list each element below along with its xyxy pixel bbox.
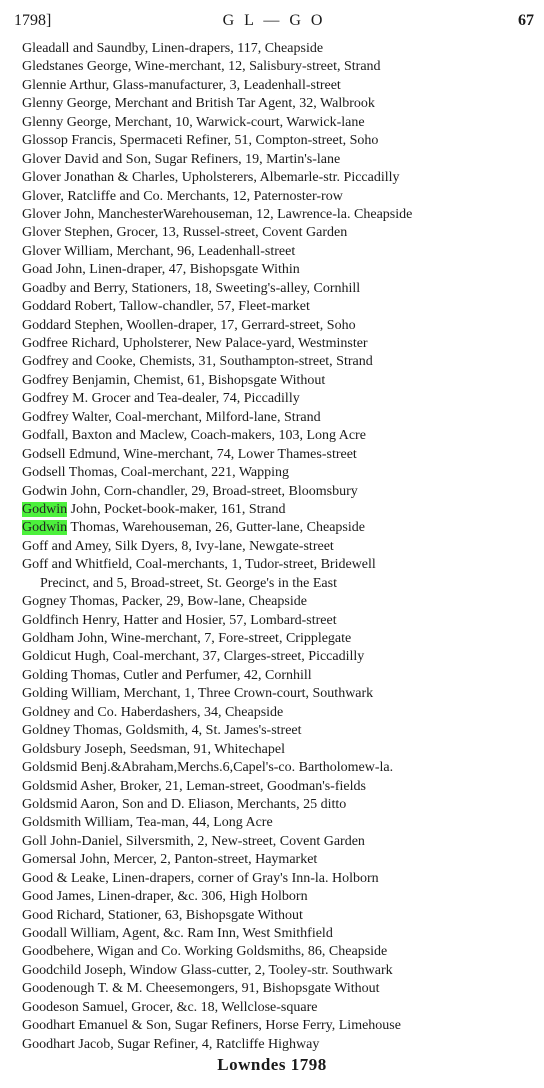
directory-entries: [22, 40, 538, 1054]
entry-text: Thomas, Warehouseman, 26, Gutter-lane, Cheapside: [67, 520, 365, 536]
directory-entry: Godfrey Walter, Coal-merchant, Milford-lane, Strand: [22, 409, 321, 425]
directory-entry: Goldsmid Benj.&Abraham,Merchs.6,Capel's-co. Bartholomew-la.: [22, 760, 394, 776]
directory-entry: Godfall, Baxton and Maclew, Coach-makers, 103, Long Acre: [22, 428, 366, 444]
directory-entry: Glover Jonathan & Charles, Upholsterers, Albemarle-str. Piccadilly: [22, 170, 400, 186]
directory-entry: Godwin John, Corn-chandler, 29, Broad-street, Bloomsbury: [22, 483, 358, 499]
directory-entry: Glover, Ratcliffe and Co. Merchants, 12, Paternoster-row: [22, 188, 343, 204]
directory-entry: Glover Stephen, Grocer, 13, Russel-street, Covent Garden: [22, 225, 348, 241]
directory-entry: Glover John, ManchesterWarehouseman, 12, Lawrence-la. Cheapside: [22, 206, 413, 222]
directory-entry: Goldham John, Wine-merchant, 7, Fore-street, Cripplegate: [22, 631, 352, 646]
header-year: 1798]: [14, 12, 52, 29]
directory-entry: Goodeson Samuel, Grocer, &c. 18, Wellclose-square: [22, 999, 318, 1015]
directory-entry: Glenny George, Merchant and British Tar Agent, 32, Walbrook: [22, 96, 375, 112]
directory-entry: Goldsmid Asher, Broker, 21, Leman-street, Goodman's-fields: [22, 778, 366, 794]
directory-entry: Golding William, Merchant, 1, Three Crown-court, Southwark: [22, 686, 374, 702]
directory-entry: [22, 501, 538, 519]
directory-entry: Golding Thomas, Cutler and Perfumer, 42, Cornhill: [22, 667, 312, 683]
directory-entry: Goldney and Co. Haberdashers, 34, Cheapside: [22, 704, 284, 720]
directory-entry: Goff and Whitfield, Coal-merchants, 1, Tudor-street, Bridewell: [22, 557, 376, 573]
directory-entry: Godsell Edmund, Wine-merchant, 74, Lower Thames-street: [22, 446, 357, 462]
page-header: [14, 12, 534, 36]
directory-entry: Godfrey and Cooke, Chemists, 31, Southampton-street, Strand: [22, 354, 373, 370]
directory-entry: Goldsmid Aaron, Son and D. Eliason, Merchants, 25 ditto: [22, 796, 347, 812]
directory-entry: Goll John-Daniel, Silversmith, 2, New-street, Covent Garden: [22, 833, 365, 849]
directory-entry: Godfree Richard, Upholsterer, New Palace-yard, Westminster: [22, 336, 368, 351]
directory-entry: Godfrey Benjamin, Chemist, 61, Bishopsgate Without: [22, 372, 326, 388]
directory-entry: Godsell Thomas, Coal-merchant, 221, Wapping: [22, 465, 290, 481]
directory-entry: Goodhart Emanuel & Son, Sugar Refiners, Horse Ferry, Limehouse: [22, 1018, 401, 1034]
directory-entry: Goddard Robert, Tallow-chandler, 57, Fleet-market: [22, 299, 310, 315]
directory-entry: Goldsmith William, Tea-man, 44, Long Acre: [22, 815, 273, 831]
directory-entry: Gomersal John, Mercer, 2, Panton-street, Haymarket: [22, 852, 318, 868]
directory-entry: [22, 519, 538, 537]
highlighted-name: Godwin: [22, 501, 68, 517]
directory-entry: Glenny George, Merchant, 10, Warwick-court, Warwick-lane: [22, 114, 365, 130]
header-alphabet-range: G L — G O: [222, 12, 326, 29]
directory-entry: Godfrey M. Grocer and Tea-dealer, 74, Piccadilly: [22, 391, 300, 407]
directory-entry: Glossop Francis, Spermaceti Refiner, 51, Compton-street, Soho: [22, 133, 379, 149]
directory-entry: Goddard Stephen, Woollen-draper, 17, Gerrard-street, Soho: [22, 317, 356, 333]
directory-entry: Goodall William, Agent, &c. Ram Inn, West Smithfield: [22, 926, 333, 941]
directory-entry: Goldfinch Henry, Hatter and Hosier, 57, Lombard-street: [22, 612, 337, 628]
entry-text: John, Pocket-book-maker, 161, Strand: [67, 501, 286, 517]
directory-entry: Glover David and Son, Sugar Refiners, 19, Martin's-lane: [22, 151, 341, 167]
directory-entry: Goodchild Joseph, Window Glass-cutter, 2, Tooley-str. Southwark: [22, 962, 393, 978]
directory-entry: Goad John, Linen-draper, 47, Bishopsgate Within: [22, 262, 300, 278]
directory-entry: Good James, Linen-draper, &c. 306, High Holborn: [22, 889, 308, 905]
directory-entry: Gogney Thomas, Packer, 29, Bow-lane, Cheapside: [22, 594, 307, 610]
page-number: 67: [518, 12, 534, 29]
source-caption: Lowndes 1798: [217, 1055, 327, 1074]
directory-entry: Goodhart Jacob, Sugar Refiner, 4, Ratcliffe Highway: [22, 1036, 320, 1052]
directory-entry: Gleadall and Saundby, Linen-drapers, 117, Cheapside: [22, 41, 324, 56]
directory-entry: Goldicut Hugh, Coal-merchant, 37, Clarges-street, Piccadilly: [22, 649, 365, 665]
directory-entry: Goadby and Berry, Stationers, 18, Sweeting's-alley, Cornhill: [22, 280, 361, 296]
highlighted-name: Godwin: [22, 520, 68, 536]
directory-entry: Goodenough T. & M. Cheesemongers, 91, Bishopsgate Without: [22, 981, 380, 997]
directory-entry: Glover William, Merchant, 96, Leadenhall-street: [22, 243, 296, 259]
directory-entry: Goff and Amey, Silk Dyers, 8, Ivy-lane, Newgate-street: [22, 538, 334, 554]
directory-entry: Good Richard, Stationer, 63, Bishopsgate Without: [22, 907, 303, 923]
directory-entry: Goldsbury Joseph, Seedsman, 91, Whitechapel: [22, 741, 285, 757]
directory-entry: Good & Leake, Linen-drapers, corner of Gray's Inn-la. Holborn: [22, 870, 379, 886]
directory-entry: Gledstanes George, Wine-merchant, 12, Salisbury-street, Strand: [22, 59, 381, 75]
directory-entry: Precinct, and 5, Broad-street, St. George's in the East: [40, 575, 337, 591]
directory-entry: Goodbehere, Wigan and Co. Working Goldsmiths, 86, Cheapside: [22, 944, 388, 960]
directory-entry: Goldney Thomas, Goldsmith, 4, St. James's-street: [22, 723, 302, 739]
directory-entry: Glennie Arthur, Glass-manufacturer, 3, Leadenhall-street: [22, 77, 341, 93]
